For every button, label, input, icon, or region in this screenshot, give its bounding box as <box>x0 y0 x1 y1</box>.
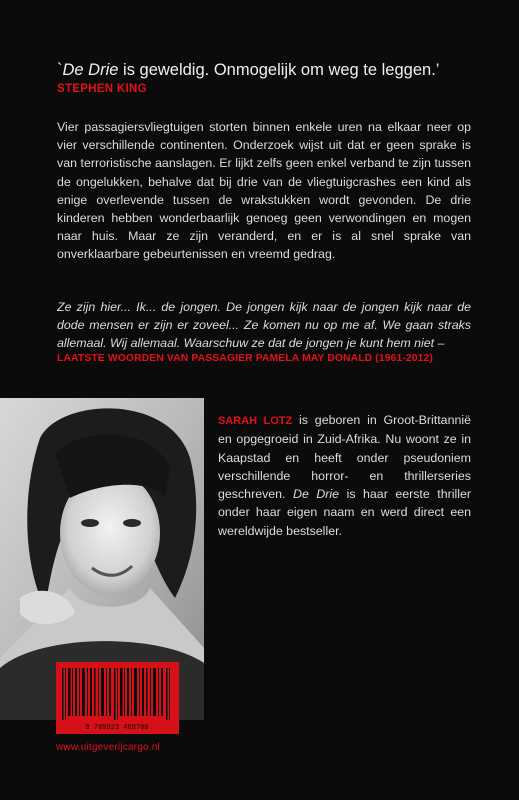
quote-book-title: De Drie <box>62 61 119 79</box>
bio-text-2: is haar eerste thriller onder haar eigen naam en werd direct een wereldwijde bestseller. <box>218 487 471 538</box>
passenger-last-words: Ze zijn hier... Ik... de jongen. De jongen kijk naar de jongen kijk naar de dode mensen er zijn er zoveel... Ze komen nu op me af. We gaan straks allemaal. Wij allemaal. Waarschuw ze dat de jongen je kunt hem niet – <box>57 300 471 351</box>
quote-open-mark: ` <box>57 61 63 79</box>
publisher-website[interactable]: www.uitgeverijcargo.nl <box>56 742 160 753</box>
barcode <box>56 662 179 734</box>
book-blurb <box>57 118 471 264</box>
bio-text-1: is geboren in Groot-Brittannië en opgegroeid in Zuid-Afrika. Nu woont ze in Kaapstad en heeft onder pseudoniem verschillende horror- en thrillerseries geschreven. <box>218 413 471 502</box>
author-bio <box>218 411 471 540</box>
cover-quote <box>57 60 487 80</box>
quote-author: STEPHEN KING <box>57 83 147 95</box>
last-words-attribution: LAATSTE WOORDEN VAN PASSAGIER PAMELA MAY DONALD (1961-2012) <box>57 353 433 364</box>
blurb-paragraph: Vier passagiersvliegtuigen storten binnen enkele uren na elkaar neer op vier verschillende continenten. Onderzoek wijst uit dat er geen sprake is van terroristische aanslagen. Er lijkt zelfs geen enkel verband te zijn tussen de ongelukken, behalve dat bij drie van de vliegtuigcrashes een kind als enige overlevende tussen de wrakstukken wordt gevonden. De drie kinderen hebben wonderbaarlijk genoeg geen verwondingen en mogen naar huis. Maar ze zijn veranderd, en er is al snel sprake van onverklaarbare gebeurtenissen en vreemd gedrag. <box>57 120 471 262</box>
barcode-number: 9 789023 488700 <box>85 724 149 732</box>
author-name: SARAH LOTZ <box>218 415 293 427</box>
bio-book-title: De Drie <box>293 487 340 502</box>
quote-text: is geweldig. Onmogelijk om weg te leggen.’ <box>118 61 440 79</box>
